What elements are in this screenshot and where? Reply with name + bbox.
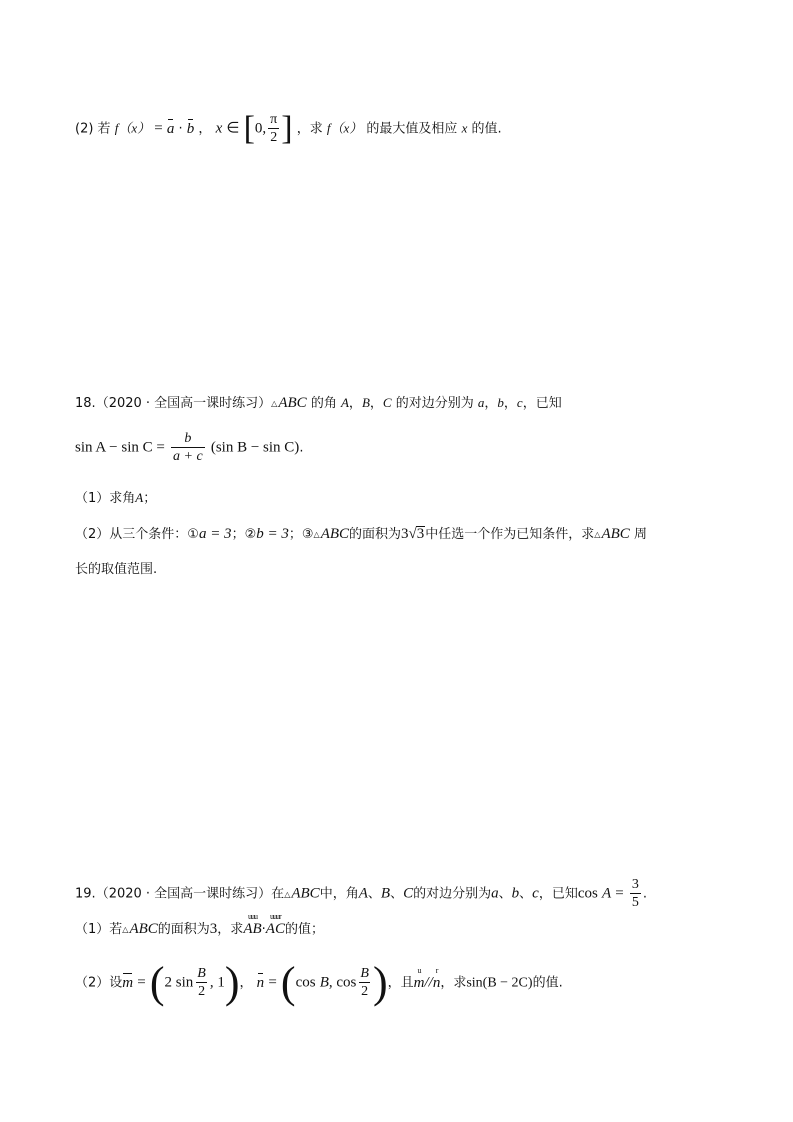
q17-suffix1: 的最大值及相应 xyxy=(366,121,458,137)
q19-p2-end: 的值. xyxy=(532,975,563,991)
q19-p2-ask: ，求 xyxy=(440,975,467,991)
q19-sin-expr: sin(B − 2C) xyxy=(466,975,533,991)
q17-fx2: f（x） xyxy=(326,120,363,136)
q18-C: C xyxy=(382,395,392,410)
q19-p1-comma: ，求 xyxy=(217,922,244,937)
q18-eq-end: . xyxy=(299,440,304,456)
q18-sqrt-arg: 3 xyxy=(416,526,425,542)
q18-number: 18. xyxy=(75,396,96,411)
vector-m: m xyxy=(122,974,134,991)
q17-ask: ，求 xyxy=(296,121,323,137)
q19-B: B xyxy=(380,885,391,902)
q19-p2-prefix: （2）设 xyxy=(75,975,123,991)
q18-s1: ； xyxy=(231,527,245,542)
q19-p2-comma: ， xyxy=(239,975,253,991)
q19-a: a xyxy=(491,885,499,902)
q18-B: B xyxy=(361,395,370,410)
q18-source: （2020 · 全国高一课时练习） xyxy=(95,396,272,411)
q17-vector-a: a xyxy=(166,120,175,137)
q18-b: b xyxy=(497,395,504,410)
q18-sep4: ， xyxy=(503,396,517,411)
q19-p1-prefix: （1）若 xyxy=(75,922,123,937)
q18-A: A xyxy=(340,395,349,410)
q18-sep1: ， xyxy=(348,396,362,411)
triangle-icon: △ xyxy=(271,399,278,408)
q17-x: x xyxy=(215,120,223,137)
parallel-n: r n xyxy=(432,965,441,991)
q19-n-B: B xyxy=(319,974,329,991)
q19-eq2: = xyxy=(268,974,277,991)
q18-text1: 的角 xyxy=(310,396,337,411)
q19-p1-three: 3 xyxy=(209,921,218,937)
q17-interval-left: 0, xyxy=(254,120,267,137)
q18-stem-line xyxy=(75,396,562,411)
q17-dot: · xyxy=(178,121,183,137)
q19-dun3: 、 xyxy=(498,886,512,902)
triangle-icon: △ xyxy=(313,530,320,539)
circled-three: ③ xyxy=(301,527,314,542)
q19-p1-text: 的面积为 xyxy=(157,922,210,937)
q17-bracket-right: ] xyxy=(281,110,293,147)
q18-part2 xyxy=(75,526,647,542)
q19-text3: 的对边分别为 xyxy=(413,886,492,902)
q18-mid-text: 中任选一个作为已知条件，求 xyxy=(425,527,595,542)
q18-eq-left: sin A − sin C = xyxy=(75,439,165,456)
q18-area-text: 的面积为 xyxy=(349,527,402,542)
q17-part2-line xyxy=(75,112,502,146)
q18-part1 xyxy=(75,491,156,505)
q19-dun2: 、 xyxy=(390,886,404,902)
paren-right-icon: ) xyxy=(372,958,388,1007)
q19-p1-end: 的值； xyxy=(284,922,324,937)
q18-part1-A: A xyxy=(135,490,144,505)
q17-comma: ， xyxy=(198,121,212,137)
q18-equation xyxy=(75,432,303,464)
q17-x2: x xyxy=(461,120,468,136)
q19-text1: 在 xyxy=(271,886,285,902)
parallel-symbol: // xyxy=(424,974,433,991)
q19-p1-dot: · xyxy=(261,922,266,937)
q18-s2: ； xyxy=(288,527,302,542)
q19-A: A xyxy=(358,885,368,902)
q17-in: ∈ xyxy=(226,120,240,137)
q17-suffix2: 的值. xyxy=(471,121,502,137)
q19-m-rest: , 1 xyxy=(209,974,225,991)
vector-ac: uuur AC xyxy=(265,912,285,937)
q19-p2-and: ，且 xyxy=(387,975,414,991)
q19-n-frac: $\frac{B}{2}$ xyxy=(360,966,369,999)
parallel-m: u m xyxy=(413,965,425,991)
q18-a: a xyxy=(477,395,485,410)
q19-end: . xyxy=(642,886,648,902)
paren-left-icon: ( xyxy=(280,958,296,1007)
q17-pi-over-2: $\frac{\pi}{2}$ xyxy=(270,112,278,145)
q19-c: c xyxy=(532,885,539,902)
q19-stem-line xyxy=(75,878,647,910)
q19-text4: ，已知 xyxy=(538,886,578,902)
paren-right-icon: ) xyxy=(224,958,240,1007)
circled-one: ① xyxy=(187,527,199,542)
q18-cond1: a = 3 xyxy=(198,526,232,542)
q19-cos: cos xyxy=(577,885,598,902)
q18-abc: ABC xyxy=(278,395,307,411)
triangle-icon: △ xyxy=(284,889,291,899)
q19-eq1: = xyxy=(137,974,146,991)
q18-part1-end: ； xyxy=(143,491,157,506)
q18-part2-cont-text: 长的取值范围. xyxy=(75,562,158,577)
q19-dun4: 、 xyxy=(519,886,533,902)
q18-part2-cont xyxy=(75,563,157,576)
q18-sep2: ， xyxy=(369,396,383,411)
q18-sep3: ， xyxy=(484,396,498,411)
q19-text2: 中，角 xyxy=(319,886,359,902)
triangle-icon: △ xyxy=(122,925,129,934)
q18-part2-prefix: （2）从三个条件： xyxy=(75,527,188,542)
q19-eq: = xyxy=(615,885,624,902)
q19-cosA: A xyxy=(601,885,612,902)
vector-ab: uuu AB xyxy=(243,912,262,937)
q17-eq: = xyxy=(154,120,163,137)
q19-p1-abc: ABC xyxy=(129,921,158,937)
q18-eq-right: (sin B − sin C) xyxy=(210,439,300,456)
q19-m-frac: $\frac{B}{2}$ xyxy=(197,966,206,999)
q19-part1 xyxy=(75,912,324,937)
q18-abc3: ABC xyxy=(601,526,630,542)
q19-n-cos2: , cos xyxy=(328,974,357,991)
q18-zhou: 周 xyxy=(633,527,647,542)
q18-text3: ，已知 xyxy=(522,396,562,411)
q19-source: （2020 · 全国高一课时练习） xyxy=(95,886,272,902)
paren-left-icon: ( xyxy=(149,958,165,1007)
q17-bracket-left: [ xyxy=(243,110,255,147)
vector-n: n xyxy=(256,974,265,991)
q18-abc2: ABC xyxy=(320,526,350,542)
q19-part2 xyxy=(75,958,563,1007)
q18-three: 3 xyxy=(401,526,409,542)
q18-text2: 的对边分别为 xyxy=(395,396,474,411)
q19-m-two: 2 sin xyxy=(164,974,194,991)
q18-fraction: $\frac{b}{a + c}$ xyxy=(173,431,203,464)
q18-cond2: b = 3 xyxy=(256,526,289,542)
q19-number: 19. xyxy=(75,886,96,902)
triangle-icon: △ xyxy=(594,530,601,539)
sqrt-icon: √ xyxy=(408,526,417,542)
q18-c: c xyxy=(516,395,523,410)
q17-fx: f（x） xyxy=(114,120,151,136)
q17-part2-prefix: (2) 若 xyxy=(75,121,111,137)
q19-fraction: $\frac{3}{5}$ xyxy=(631,877,639,910)
circled-two: ② xyxy=(244,527,257,542)
q19-n-cos: cos xyxy=(295,974,316,991)
q19-dun1: 、 xyxy=(367,886,381,902)
q17-vector-b: b xyxy=(186,120,195,137)
q19-abc: ABC xyxy=(291,885,320,902)
q18-part1-prefix: （1）求角 xyxy=(75,491,136,506)
q19-C: C xyxy=(403,885,414,902)
q19-b: b xyxy=(511,885,520,902)
